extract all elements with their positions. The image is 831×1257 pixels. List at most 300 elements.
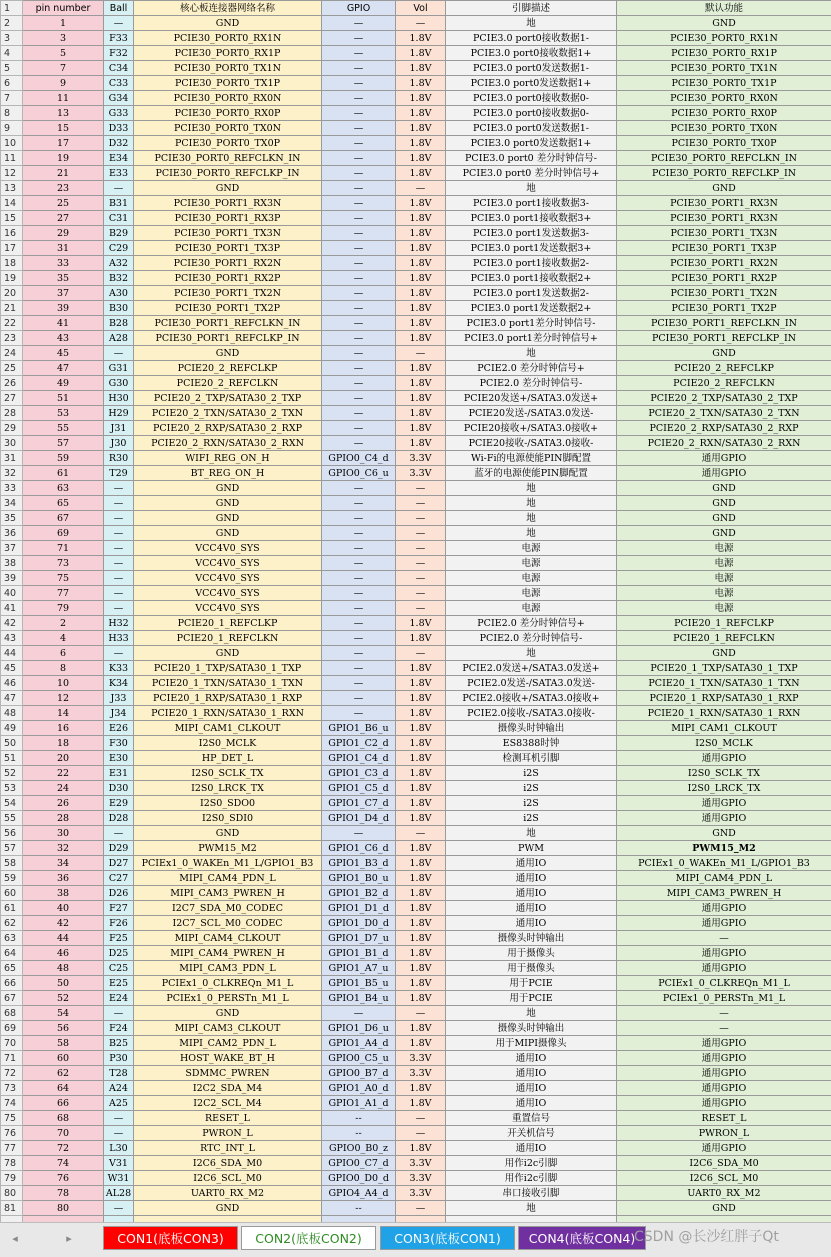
pin-number-cell[interactable]: 76 [23, 1171, 104, 1186]
pin-number-cell[interactable]: 1 [23, 16, 104, 31]
ball-cell[interactable]: K33 [104, 661, 134, 676]
default-function-cell[interactable]: — [617, 931, 831, 946]
ball-cell[interactable]: D27 [104, 856, 134, 871]
row-number[interactable]: 26 [1, 376, 23, 391]
ball-cell[interactable]: — [104, 1126, 134, 1141]
default-function-cell[interactable]: 通用GPIO [617, 1066, 831, 1081]
pin-number-cell[interactable]: 11 [23, 91, 104, 106]
net-name-cell[interactable]: PCIE30_PORT1_TX2N [134, 286, 322, 301]
default-function-cell[interactable]: PWRON_L [617, 1126, 831, 1141]
default-function-cell[interactable]: 通用GPIO [617, 451, 831, 466]
pin-description-cell[interactable]: PCIE2.0接收+/SATA3.0接收+ [446, 691, 617, 706]
pin-number-cell[interactable]: 74 [23, 1156, 104, 1171]
net-name-cell[interactable]: VCC4V0_SYS [134, 571, 322, 586]
row-number[interactable]: 32 [1, 466, 23, 481]
pin-description-cell[interactable]: PCIE3.0 port0发送数据1+ [446, 76, 617, 91]
default-function-cell[interactable]: 通用GPIO [617, 751, 831, 766]
pin-number-cell[interactable]: 54 [23, 1006, 104, 1021]
gpio-cell[interactable]: — [322, 211, 396, 226]
voltage-cell[interactable]: 3.3V [396, 1066, 446, 1081]
gpio-cell[interactable]: GPIO1_C5_d [322, 781, 396, 796]
net-name-cell[interactable]: RTC_INT_L [134, 1141, 322, 1156]
ball-cell[interactable]: A32 [104, 256, 134, 271]
ball-cell[interactable]: B29 [104, 226, 134, 241]
pin-description-cell[interactable]: 地 [446, 826, 617, 841]
net-name-cell[interactable]: PCIE30_PORT1_RX3P [134, 211, 322, 226]
pin-description-cell[interactable]: PCIE20接收-/SATA3.0接收- [446, 436, 617, 451]
net-name-cell[interactable]: I2S0_MCLK [134, 736, 322, 751]
ball-cell[interactable]: E34 [104, 151, 134, 166]
pin-number-cell[interactable]: 13 [23, 106, 104, 121]
pin-description-cell[interactable]: PWM [446, 841, 617, 856]
pin-description-cell[interactable]: i2S [446, 766, 617, 781]
default-function-cell[interactable]: PCIE30_PORT1_TX2P [617, 301, 831, 316]
gpio-cell[interactable]: GPIO0_C4_d [322, 451, 396, 466]
default-function-cell[interactable]: GND [617, 826, 831, 841]
default-function-cell[interactable]: PCIE30_PORT0_TX0N [617, 121, 831, 136]
pin-number-cell[interactable]: 61 [23, 466, 104, 481]
default-function-cell[interactable]: PCIE30_PORT0_TX0P [617, 136, 831, 151]
row-number[interactable]: 33 [1, 481, 23, 496]
row-number[interactable]: 8 [1, 106, 23, 121]
net-name-cell[interactable]: RESET_L [134, 1111, 322, 1126]
ball-cell[interactable]: F26 [104, 916, 134, 931]
default-function-cell[interactable]: PCIE20_1_TXN/SATA30_1_TXN [617, 676, 831, 691]
pin-number-cell[interactable]: 71 [23, 541, 104, 556]
row-number[interactable]: 1 [1, 1, 23, 16]
ball-cell[interactable]: F30 [104, 736, 134, 751]
gpio-cell[interactable]: GPIO1_B0_u [322, 871, 396, 886]
net-name-cell[interactable]: MIPI_CAM4_CLKOUT [134, 931, 322, 946]
net-name-cell[interactable]: PCIE20_2_REFCLKN [134, 376, 322, 391]
row-number[interactable]: 28 [1, 406, 23, 421]
pin-number-cell[interactable]: 65 [23, 496, 104, 511]
default-function-cell[interactable]: UART0_RX_M2 [617, 1186, 831, 1201]
pin-description-cell[interactable]: 地 [446, 511, 617, 526]
pin-description-cell[interactable]: PCIE3.0 port1发送数据3- [446, 226, 617, 241]
net-name-cell[interactable]: PCIE20_2_TXN/SATA30_2_TXN [134, 406, 322, 421]
pin-description-cell[interactable]: 通用IO [446, 886, 617, 901]
ball-cell[interactable]: B32 [104, 271, 134, 286]
pin-description-cell[interactable]: 通用IO [446, 901, 617, 916]
gpio-cell[interactable]: — [322, 571, 396, 586]
voltage-cell[interactable]: 1.8V [396, 811, 446, 826]
row-number[interactable]: 63 [1, 931, 23, 946]
ball-cell[interactable]: E29 [104, 796, 134, 811]
pin-number-cell[interactable]: 79 [23, 601, 104, 616]
gpio-cell[interactable]: — [322, 241, 396, 256]
pin-number-cell[interactable]: 21 [23, 166, 104, 181]
gpio-cell[interactable]: GPIO1_B6_u [322, 721, 396, 736]
pin-description-cell[interactable]: 用于摄像头 [446, 961, 617, 976]
row-number[interactable]: 16 [1, 226, 23, 241]
gpio-cell[interactable]: GPIO1_C6_d [322, 841, 396, 856]
net-name-cell[interactable]: UART0_RX_M2 [134, 1186, 322, 1201]
ball-cell[interactable]: — [104, 1006, 134, 1021]
prev-sheet-icon[interactable]: ◂ [8, 1232, 22, 1246]
voltage-cell[interactable]: 1.8V [396, 376, 446, 391]
ball-cell[interactable]: E24 [104, 991, 134, 1006]
net-name-cell[interactable]: GND [134, 1201, 322, 1216]
voltage-cell[interactable]: 1.8V [396, 871, 446, 886]
net-name-cell[interactable]: I2C6_SCL_M0 [134, 1171, 322, 1186]
default-function-cell[interactable]: PCIE30_PORT0_RX1N [617, 31, 831, 46]
gpio-cell[interactable]: — [322, 121, 396, 136]
default-function-cell[interactable]: MIPI_CAM4_PDN_L [617, 871, 831, 886]
net-name-cell[interactable]: GND [134, 346, 322, 361]
row-number[interactable]: 77 [1, 1141, 23, 1156]
net-name-cell[interactable]: PCIE30_PORT0_REFCLKP_IN [134, 166, 322, 181]
net-name-cell[interactable]: VCC4V0_SYS [134, 556, 322, 571]
voltage-cell[interactable]: 1.8V [396, 766, 446, 781]
voltage-cell[interactable]: 1.8V [396, 1096, 446, 1111]
pin-description-cell[interactable]: 地 [446, 481, 617, 496]
column-header[interactable]: 核心板连接器网络名称 [134, 1, 322, 16]
pin-number-cell[interactable]: 45 [23, 346, 104, 361]
default-function-cell[interactable]: GND [617, 481, 831, 496]
default-function-cell[interactable]: PCIE20_2_TXP/SATA30_2_TXP [617, 391, 831, 406]
voltage-cell[interactable]: 1.8V [396, 421, 446, 436]
ball-cell[interactable]: A24 [104, 1081, 134, 1096]
default-function-cell[interactable]: PCIE30_PORT1_RX3N [617, 196, 831, 211]
net-name-cell[interactable]: MIPI_CAM4_PDN_L [134, 871, 322, 886]
voltage-cell[interactable]: 1.8V [396, 391, 446, 406]
gpio-cell[interactable]: -- [322, 1111, 396, 1126]
voltage-cell[interactable]: — [396, 586, 446, 601]
voltage-cell[interactable]: 1.8V [396, 736, 446, 751]
voltage-cell[interactable]: 1.8V [396, 1081, 446, 1096]
pin-description-cell[interactable]: PCIE20发送+/SATA3.0发送+ [446, 391, 617, 406]
default-function-cell[interactable]: 通用GPIO [617, 946, 831, 961]
voltage-cell[interactable]: 3.3V [396, 1051, 446, 1066]
voltage-cell[interactable]: 1.8V [396, 166, 446, 181]
voltage-cell[interactable]: 1.8V [396, 91, 446, 106]
column-header[interactable]: 引脚描述 [446, 1, 617, 16]
net-name-cell[interactable]: GND [134, 181, 322, 196]
row-number[interactable]: 71 [1, 1051, 23, 1066]
gpio-cell[interactable]: GPIO0_B7_d [322, 1066, 396, 1081]
pin-description-cell[interactable]: 电源 [446, 586, 617, 601]
net-name-cell[interactable]: GND [134, 1006, 322, 1021]
net-name-cell[interactable]: PCIEx1_0_PERSTn_M1_L [134, 991, 322, 1006]
row-number[interactable]: 58 [1, 856, 23, 871]
tab-con2[interactable]: CON2(底板CON2) [241, 1226, 376, 1250]
tab-con1[interactable]: CON1(底板CON3) [103, 1226, 238, 1250]
voltage-cell[interactable]: — [396, 181, 446, 196]
voltage-cell[interactable]: 1.8V [396, 286, 446, 301]
row-number[interactable]: 73 [1, 1081, 23, 1096]
gpio-cell[interactable]: — [322, 616, 396, 631]
voltage-cell[interactable]: 1.8V [396, 841, 446, 856]
pin-number-cell[interactable]: 38 [23, 886, 104, 901]
pin-description-cell[interactable]: 蓝牙的电源使能PIN脚配置 [446, 466, 617, 481]
pin-description-cell[interactable]: 地 [446, 346, 617, 361]
default-function-cell[interactable]: I2S0_SCLK_TX [617, 766, 831, 781]
default-function-cell[interactable]: PCIE20_1_RXP/SATA30_1_RXP [617, 691, 831, 706]
gpio-cell[interactable]: — [322, 676, 396, 691]
pin-description-cell[interactable]: 通用IO [446, 1081, 617, 1096]
pin-number-cell[interactable]: 53 [23, 406, 104, 421]
ball-cell[interactable]: — [104, 541, 134, 556]
pin-number-cell[interactable]: 37 [23, 286, 104, 301]
net-name-cell[interactable]: PWRON_L [134, 1126, 322, 1141]
row-number[interactable]: 23 [1, 331, 23, 346]
ball-cell[interactable]: T29 [104, 466, 134, 481]
voltage-cell[interactable]: 1.8V [396, 151, 446, 166]
net-name-cell[interactable]: PCIE30_PORT0_RX0P [134, 106, 322, 121]
row-number[interactable]: 13 [1, 181, 23, 196]
voltage-cell[interactable]: 1.8V [396, 616, 446, 631]
pin-description-cell[interactable]: 用于PCIE [446, 991, 617, 1006]
ball-cell[interactable]: D29 [104, 841, 134, 856]
voltage-cell[interactable]: 1.8V [396, 706, 446, 721]
gpio-cell[interactable]: — [322, 436, 396, 451]
ball-cell[interactable]: — [104, 496, 134, 511]
gpio-cell[interactable]: GPIO1_A0_d [322, 1081, 396, 1096]
pin-description-cell[interactable]: 地 [446, 16, 617, 31]
pin-description-cell[interactable]: 地 [446, 646, 617, 661]
gpio-cell[interactable]: GPIO0_C7_d [322, 1156, 396, 1171]
gpio-cell[interactable]: GPIO1_B1_d [322, 946, 396, 961]
net-name-cell[interactable]: GND [134, 526, 322, 541]
column-header[interactable]: Ball [104, 1, 134, 16]
row-number[interactable]: 11 [1, 151, 23, 166]
row-number[interactable]: 52 [1, 766, 23, 781]
row-number[interactable]: 21 [1, 301, 23, 316]
net-name-cell[interactable]: PCIE30_PORT0_RX1N [134, 31, 322, 46]
net-name-cell[interactable]: GND [134, 826, 322, 841]
default-function-cell[interactable]: I2C6_SCL_M0 [617, 1171, 831, 1186]
pin-number-cell[interactable]: 34 [23, 856, 104, 871]
ball-cell[interactable]: E33 [104, 166, 134, 181]
pin-number-cell[interactable]: 2 [23, 616, 104, 631]
voltage-cell[interactable]: — [396, 1201, 446, 1216]
voltage-cell[interactable]: 1.8V [396, 31, 446, 46]
row-number[interactable]: 64 [1, 946, 23, 961]
pin-number-cell[interactable]: 22 [23, 766, 104, 781]
ball-cell[interactable]: — [104, 16, 134, 31]
net-name-cell[interactable]: GND [134, 496, 322, 511]
pin-description-cell[interactable]: PCIE2.0发送+/SATA3.0发送+ [446, 661, 617, 676]
row-number[interactable]: 48 [1, 706, 23, 721]
tab-con4[interactable]: CON4(底板CON4) [518, 1226, 646, 1250]
net-name-cell[interactable]: PCIE20_2_RXP/SATA30_2_RXP [134, 421, 322, 436]
row-number[interactable]: 38 [1, 556, 23, 571]
row-number[interactable]: 56 [1, 826, 23, 841]
net-name-cell[interactable]: MIPI_CAM1_CLKOUT [134, 721, 322, 736]
gpio-cell[interactable]: — [322, 391, 396, 406]
default-function-cell[interactable]: 通用GPIO [617, 901, 831, 916]
gpio-cell[interactable]: — [322, 406, 396, 421]
gpio-cell[interactable]: — [322, 556, 396, 571]
voltage-cell[interactable]: 1.8V [396, 301, 446, 316]
pin-description-cell[interactable]: 检测耳机引脚 [446, 751, 617, 766]
row-number[interactable]: 81 [1, 1201, 23, 1216]
default-function-cell[interactable]: — [617, 1006, 831, 1021]
default-function-cell[interactable]: MIPI_CAM1_CLKOUT [617, 721, 831, 736]
voltage-cell[interactable]: — [396, 601, 446, 616]
net-name-cell[interactable]: I2S0_LRCK_TX [134, 781, 322, 796]
default-function-cell[interactable]: PCIEx1_0_WAKEn_M1_L/GPIO1_B3 [617, 856, 831, 871]
voltage-cell[interactable]: 3.3V [396, 1171, 446, 1186]
ball-cell[interactable]: E25 [104, 976, 134, 991]
row-number[interactable]: 51 [1, 751, 23, 766]
voltage-cell[interactable]: 1.8V [396, 1141, 446, 1156]
voltage-cell[interactable]: 1.8V [396, 121, 446, 136]
row-number[interactable]: 34 [1, 496, 23, 511]
voltage-cell[interactable]: 1.8V [396, 136, 446, 151]
default-function-cell[interactable]: PCIE30_PORT1_RX2N [617, 256, 831, 271]
row-number[interactable]: 14 [1, 196, 23, 211]
ball-cell[interactable]: C34 [104, 61, 134, 76]
gpio-cell[interactable]: GPIO0_D0_d [322, 1171, 396, 1186]
row-number[interactable]: 19 [1, 271, 23, 286]
default-function-cell[interactable]: 通用GPIO [617, 1081, 831, 1096]
row-number[interactable]: 60 [1, 886, 23, 901]
default-function-cell[interactable]: RESET_L [617, 1111, 831, 1126]
pin-number-cell[interactable]: 43 [23, 331, 104, 346]
net-name-cell[interactable]: PCIE30_PORT0_TX1N [134, 61, 322, 76]
default-function-cell[interactable]: PCIE20_1_REFCLKN [617, 631, 831, 646]
ball-cell[interactable]: E30 [104, 751, 134, 766]
pin-description-cell[interactable]: PCIE2.0 差分时钟信号+ [446, 616, 617, 631]
pin-number-cell[interactable]: 16 [23, 721, 104, 736]
pin-description-cell[interactable]: 用作i2c引脚 [446, 1156, 617, 1171]
net-name-cell[interactable]: PCIE30_PORT0_RX0N [134, 91, 322, 106]
net-name-cell[interactable]: PCIE20_1_REFCLKN [134, 631, 322, 646]
default-function-cell[interactable]: GND [617, 16, 831, 31]
voltage-cell[interactable]: 3.3V [396, 451, 446, 466]
net-name-cell[interactable]: PCIE30_PORT1_TX3P [134, 241, 322, 256]
pin-description-cell[interactable]: 开关机信号 [446, 1126, 617, 1141]
voltage-cell[interactable]: 1.8V [396, 796, 446, 811]
pin-description-cell[interactable]: PCIE3.0 port1差分时钟信号- [446, 316, 617, 331]
voltage-cell[interactable]: — [396, 571, 446, 586]
ball-cell[interactable]: W31 [104, 1171, 134, 1186]
default-function-cell[interactable]: PCIE30_PORT1_RX2P [617, 271, 831, 286]
voltage-cell[interactable]: 1.8V [396, 226, 446, 241]
gpio-cell[interactable]: — [322, 31, 396, 46]
voltage-cell[interactable]: 1.8V [396, 886, 446, 901]
pin-description-cell[interactable]: PCIE3.0 port0发送数据1- [446, 121, 617, 136]
voltage-cell[interactable]: 1.8V [396, 856, 446, 871]
row-number[interactable]: 35 [1, 511, 23, 526]
ball-cell[interactable]: C31 [104, 211, 134, 226]
gpio-cell[interactable]: — [322, 631, 396, 646]
pin-number-cell[interactable]: 28 [23, 811, 104, 826]
net-name-cell[interactable]: BT_REG_ON_H [134, 466, 322, 481]
next-sheet-icon[interactable]: ▸ [62, 1232, 76, 1246]
voltage-cell[interactable]: 1.8V [396, 436, 446, 451]
gpio-cell[interactable]: — [322, 286, 396, 301]
voltage-cell[interactable]: — [396, 526, 446, 541]
row-number[interactable]: 42 [1, 616, 23, 631]
net-name-cell[interactable]: PCIE20_1_RXP/SATA30_1_RXP [134, 691, 322, 706]
gpio-cell[interactable]: — [322, 151, 396, 166]
gpio-cell[interactable]: GPIO1_D6_u [322, 1021, 396, 1036]
row-number[interactable]: 2 [1, 16, 23, 31]
row-number[interactable]: 65 [1, 961, 23, 976]
pin-description-cell[interactable]: 电源 [446, 601, 617, 616]
default-function-cell[interactable]: PCIE20_1_RXN/SATA30_1_RXN [617, 706, 831, 721]
default-function-cell[interactable]: 通用GPIO [617, 916, 831, 931]
voltage-cell[interactable]: 1.8V [396, 721, 446, 736]
ball-cell[interactable]: H33 [104, 631, 134, 646]
voltage-cell[interactable]: 1.8V [396, 961, 446, 976]
pin-description-cell[interactable]: PCIE20发送-/SATA3.0发送- [446, 406, 617, 421]
gpio-cell[interactable]: — [322, 481, 396, 496]
net-name-cell[interactable]: VCC4V0_SYS [134, 541, 322, 556]
gpio-cell[interactable]: GPIO1_A7_u [322, 961, 396, 976]
gpio-cell[interactable]: — [322, 526, 396, 541]
pin-number-cell[interactable]: 35 [23, 271, 104, 286]
row-number[interactable]: 80 [1, 1186, 23, 1201]
row-number[interactable]: 49 [1, 721, 23, 736]
gpio-cell[interactable]: — [322, 826, 396, 841]
gpio-cell[interactable]: — [322, 496, 396, 511]
pin-number-cell[interactable]: 60 [23, 1051, 104, 1066]
row-number[interactable]: 79 [1, 1171, 23, 1186]
row-number[interactable]: 27 [1, 391, 23, 406]
pin-description-cell[interactable]: 地 [446, 1201, 617, 1216]
ball-cell[interactable]: C33 [104, 76, 134, 91]
gpio-cell[interactable]: GPIO1_D4_d [322, 811, 396, 826]
voltage-cell[interactable]: 1.8V [396, 976, 446, 991]
pin-number-cell[interactable]: 10 [23, 676, 104, 691]
voltage-cell[interactable]: 1.8V [396, 106, 446, 121]
ball-cell[interactable]: — [104, 1111, 134, 1126]
pin-number-cell[interactable]: 42 [23, 916, 104, 931]
voltage-cell[interactable]: 3.3V [396, 1156, 446, 1171]
voltage-cell[interactable]: — [396, 496, 446, 511]
net-name-cell[interactable]: VCC4V0_SYS [134, 601, 322, 616]
row-number[interactable]: 29 [1, 421, 23, 436]
pin-number-cell[interactable]: 27 [23, 211, 104, 226]
column-header[interactable]: 默认功能 [617, 1, 831, 16]
row-number[interactable]: 6 [1, 76, 23, 91]
ball-cell[interactable]: E26 [104, 721, 134, 736]
pin-number-cell[interactable]: 18 [23, 736, 104, 751]
gpio-cell[interactable]: — [322, 61, 396, 76]
row-number[interactable]: 3 [1, 31, 23, 46]
row-number[interactable]: 69 [1, 1021, 23, 1036]
ball-cell[interactable]: G30 [104, 376, 134, 391]
net-name-cell[interactable]: PCIE20_1_RXN/SATA30_1_RXN [134, 706, 322, 721]
ball-cell[interactable]: — [104, 526, 134, 541]
ball-cell[interactable]: H30 [104, 391, 134, 406]
voltage-cell[interactable]: — [396, 481, 446, 496]
pin-description-cell[interactable]: PCIE3.0 port1发送数据2- [446, 286, 617, 301]
default-function-cell[interactable]: GND [617, 1201, 831, 1216]
default-function-cell[interactable]: PCIE30_PORT1_REFCLKP_IN [617, 331, 831, 346]
net-name-cell[interactable]: SDMMC_PWREN [134, 1066, 322, 1081]
row-number[interactable]: 67 [1, 991, 23, 1006]
gpio-cell[interactable]: — [322, 346, 396, 361]
voltage-cell[interactable]: 1.8V [396, 316, 446, 331]
pin-number-cell[interactable]: 52 [23, 991, 104, 1006]
row-number[interactable]: 20 [1, 286, 23, 301]
net-name-cell[interactable]: MIPI_CAM3_PWREN_H [134, 886, 322, 901]
ball-cell[interactable]: F32 [104, 46, 134, 61]
default-function-cell[interactable]: PCIE30_PORT0_RX0P [617, 106, 831, 121]
ball-cell[interactable]: J31 [104, 421, 134, 436]
pin-number-cell[interactable]: 4 [23, 631, 104, 646]
default-function-cell[interactable]: PCIE20_2_REFCLKP [617, 361, 831, 376]
gpio-cell[interactable]: — [322, 196, 396, 211]
voltage-cell[interactable]: 1.8V [396, 781, 446, 796]
gpio-cell[interactable]: -- [322, 1201, 396, 1216]
pin-description-cell[interactable]: 摄像头时钟输出 [446, 721, 617, 736]
